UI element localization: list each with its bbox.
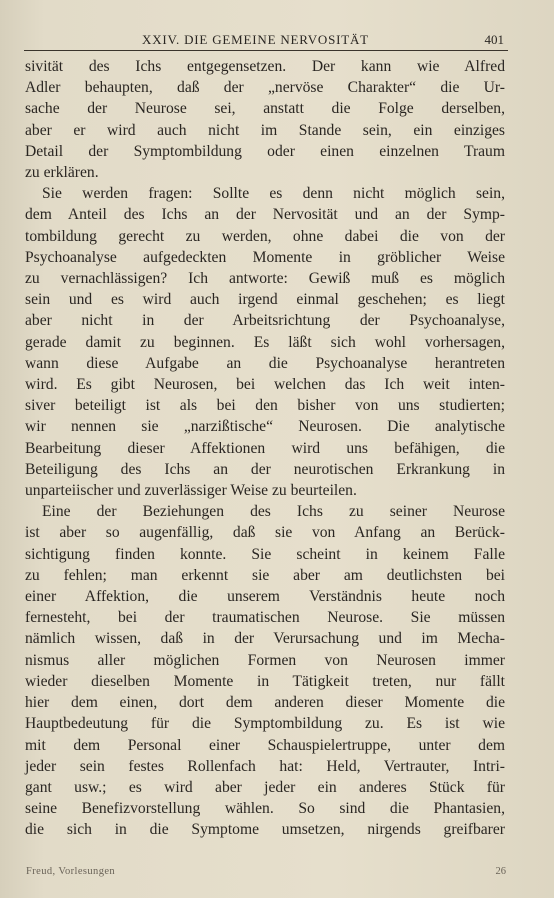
text-line: zu vernachlässigen? Ich antworte: Gewiß muß es möglich <box>25 270 505 288</box>
text-line: mit dem Personal einer Schauspielertruppe, unter dem <box>25 736 505 754</box>
text-line: Psychoanalyse aufgedeckten Momente in gröblicher Weise <box>25 248 505 266</box>
text-line: aber nicht in der Arbeitsrichtung der Psychoanalyse, <box>25 312 505 330</box>
text-line: ist aber so augenfällig, daß sie von Anfang an Berück- <box>25 524 505 542</box>
sheet-number: 26 <box>495 866 506 877</box>
text-line: Adler behaupten, daß der „nervöse Charakter“ die Ur- <box>25 79 505 97</box>
text-line: Sie werden fragen: Sollte es denn nicht möglich sein, <box>42 185 505 203</box>
page-header <box>24 30 508 51</box>
page-number: 401 <box>484 32 504 47</box>
text-line: gerade damit zu beginnen. Es läßt sich wohl vorhersagen, <box>25 333 505 351</box>
text-line: Bearbeitung dieser Affektionen wird uns befähigen, die <box>25 439 505 457</box>
text-line: sivität des Ichs entgegensetzen. Der kann wie Alfred <box>25 58 505 75</box>
body-text <box>25 56 505 841</box>
text-line: unparteiischer und zuverlässiger Weise zu beurteilen. <box>25 482 357 500</box>
text-line: hier dem einen, dort dem anderen dieser Momente die <box>25 694 505 712</box>
signature-mark: Freud, Vorlesungen <box>26 866 116 877</box>
text-line: jeder sein festes Rollenfach hat: Held, Vertrauter, Intri- <box>25 757 505 775</box>
text-line: wann diese Aufgabe an die Psychoanalyse herantreten <box>25 354 505 372</box>
text-line: nämlich wissen, daß in der Verursachung und im Mecha- <box>25 630 505 648</box>
text-line: sache der Neurose sei, anstatt die Folge derselben, <box>25 100 505 118</box>
text-line: Detail der Symptombildung oder einen einzelnen Traum <box>25 142 505 160</box>
text-line: zu erklären. <box>25 164 99 182</box>
text-line: einer Affektion, die unserem Verständnis heute noch <box>25 588 505 606</box>
running-head: XXIV. DIE GEMEINE NERVOSITÄT <box>142 32 369 47</box>
text-line: gant usw.; es wird aber jeder ein anderes Stück für <box>25 778 505 796</box>
text-line: tombildung gerecht zu werden, ohne dabei die von der <box>25 227 505 245</box>
page-footer <box>26 866 506 882</box>
text-line: wird. Es gibt Neurosen, bei welchen das Ich weit inten- <box>25 376 505 394</box>
text-line: siver beteiligt ist als bei den bisher von uns studierten; <box>25 397 505 415</box>
text-line: Hauptbedeutung für die Symptombildung zu. Es ist wie <box>25 715 505 733</box>
text-line: wieder dieselben Momente in Tätigkeit treten, nur fällt <box>25 672 505 690</box>
text-line: wir nennen sie „narzißtische“ Neurosen. Die analytische <box>25 418 505 436</box>
text-line: Eine der Beziehungen des Ichs zu seiner Neurose <box>42 503 505 521</box>
text-line: nismus aller möglichen Formen von Neurosen immer <box>25 651 505 669</box>
text-line: die sich in die Symptome umsetzen, nirgends greifbarer <box>25 821 505 839</box>
text-line: zu fehlen; man erkennt sie aber am deutlichsten bei <box>25 566 505 584</box>
text-line: seine Benefizvorstellung wählen. So sind die Phantasien, <box>25 800 505 818</box>
text-line: Beteiligung des Ichs an der neurotischen Erkrankung in <box>25 460 505 478</box>
text-line: dem Anteil des Ichs an der Nervosität und an der Symp- <box>25 206 505 224</box>
text-line: fernesteht, bei der traumatischen Neurose. Sie müssen <box>25 609 505 627</box>
text-line: aber er wird auch nicht im Stande sein, ein einziges <box>25 121 505 139</box>
text-line: sichtigung finden konnte. Sie scheint in keinem Falle <box>25 545 505 563</box>
text-line: sein und es wird auch irgend einmal geschehen; es liegt <box>25 291 505 309</box>
